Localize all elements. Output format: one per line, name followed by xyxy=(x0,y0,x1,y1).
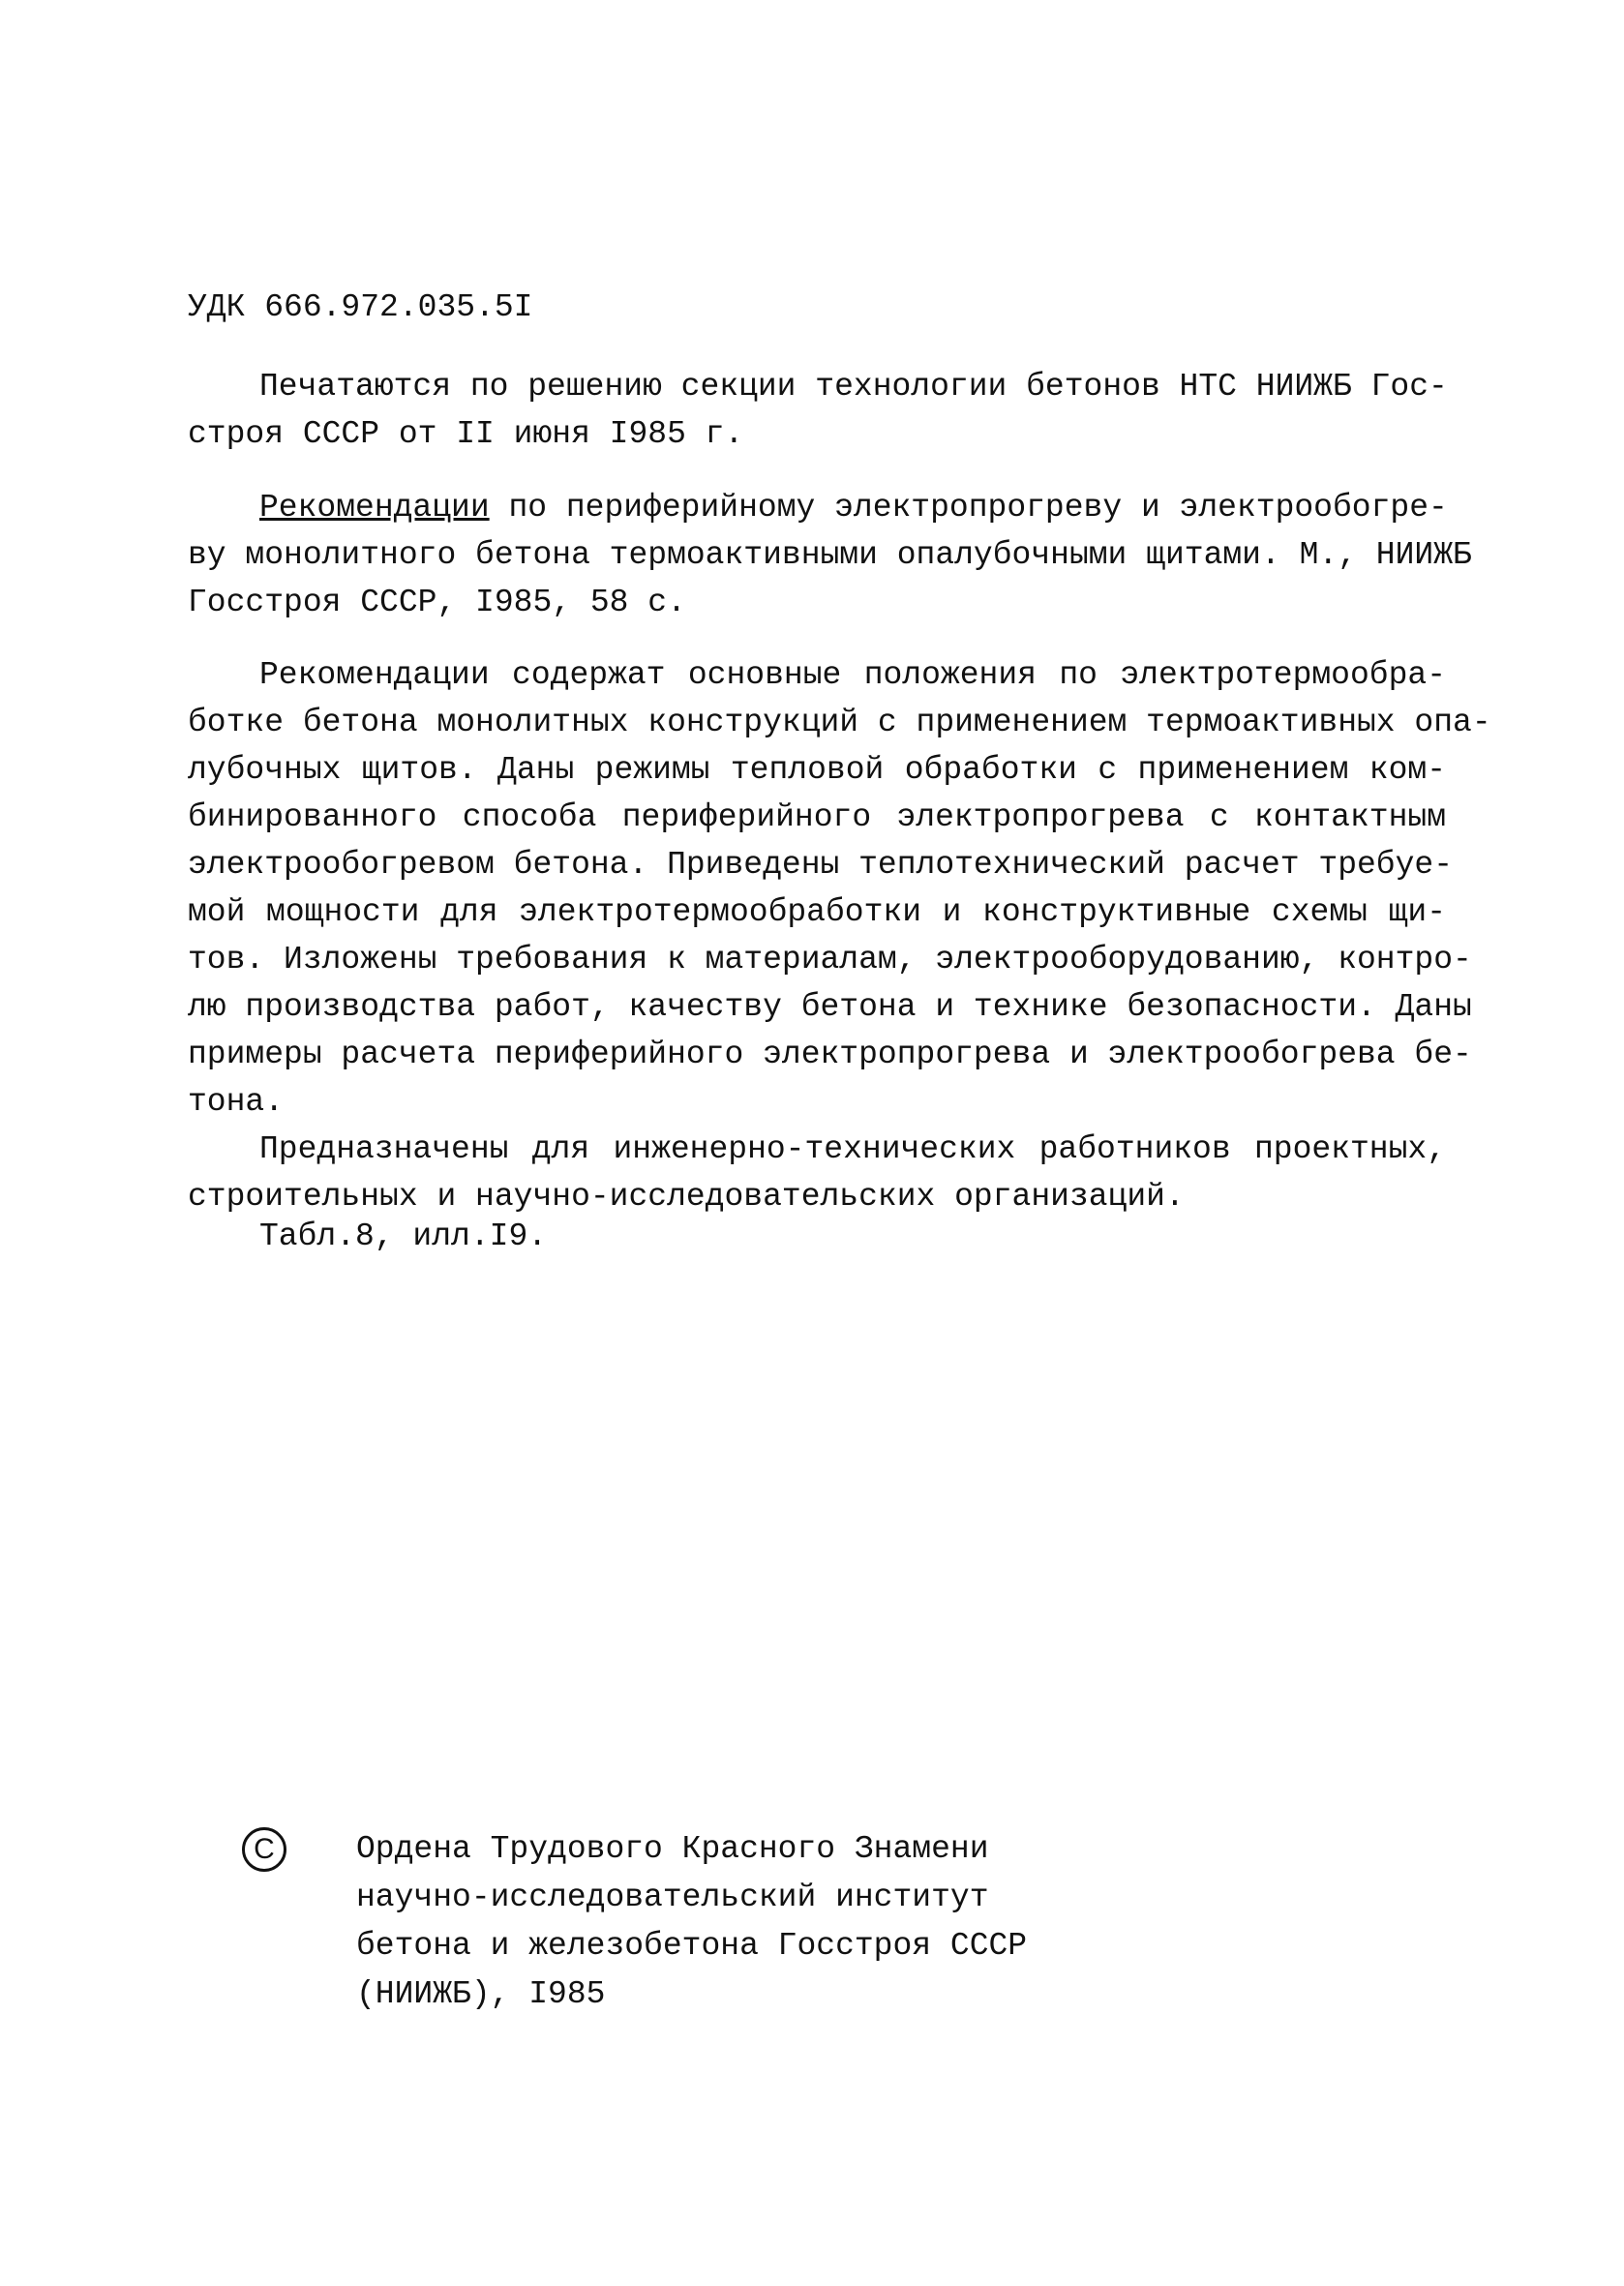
copyright-holder-line-1: Ордена Трудового Красного Знамени xyxy=(356,1831,989,1867)
tables-figures-count: Табл.8, илл.I9. xyxy=(259,1218,548,1254)
abstract-line: лубочных щитов. Даны режимы тепловой обработки с применением ком- xyxy=(188,752,1446,788)
abstract-line: примеры расчета периферийного электропрогрева и электрообогрева бе- xyxy=(188,1037,1472,1072)
bibliography-line-2: ву монолитного бетона термоактивными опалубочными щитами. М., НИИЖБ xyxy=(188,537,1472,573)
audience-paragraph xyxy=(188,1126,1446,1220)
abstract-line: тов. Изложены требования к материалам, электрооборудованию, контро- xyxy=(188,942,1472,978)
abstract-paragraph xyxy=(188,651,1491,1126)
abstract-line: тона. xyxy=(188,1084,285,1120)
bibliography-line-3: Госстроя СССР, I985, 58 с. xyxy=(188,585,686,620)
bibliographic-description xyxy=(188,484,1472,626)
abstract-line: электрообогревом бетона. Приведены теплотехнический расчет требуе- xyxy=(188,847,1454,883)
abstract-line: мой мощности для электротермообработки и конструктивные схемы щи- xyxy=(188,894,1446,930)
copyright-holder-line-2: научно-исследовательский институт xyxy=(356,1880,989,1915)
audience-line-2: строительных и научно-исследовательских организаций. xyxy=(188,1179,1185,1215)
abstract-line: Рекомендации содержат основные положения по электротермообра- xyxy=(259,657,1446,693)
copyright-holder-line-4: (НИИЖБ), I985 xyxy=(356,1976,606,2012)
abstract-line: бинированного способа периферийного электропрогрева с контактным xyxy=(188,799,1446,835)
abstract-line: лю производства работ, качеству бетона и технике безопасности. Даны xyxy=(188,989,1472,1025)
udk-code: УДК 666.972.035.5I xyxy=(188,289,533,325)
bibliography-title-word: Рекомендации xyxy=(259,490,490,526)
publication-note-line-2: строя СССР от II июня I985 г. xyxy=(188,416,744,452)
copyright-icon: C xyxy=(242,1827,286,1872)
publication-note xyxy=(188,363,1446,458)
abstract-line: ботке бетона монолитных конструкций с применением термоактивных опа- xyxy=(188,705,1491,740)
bibliography-line-1-rest: по периферийному электропрогреву и электрообогре- xyxy=(489,490,1448,526)
publication-note-line-1: Печатаются по решению секции технологии бетонов НТС НИИЖБ Гос- xyxy=(259,369,1448,405)
bibliography-line-1 xyxy=(188,484,1446,531)
audience-line-1: Предназначены для инженерно-технических работников проектных, xyxy=(259,1131,1446,1167)
copyright-holder-line-3: бетона и железобетона Госстроя СССР xyxy=(356,1928,1028,1964)
